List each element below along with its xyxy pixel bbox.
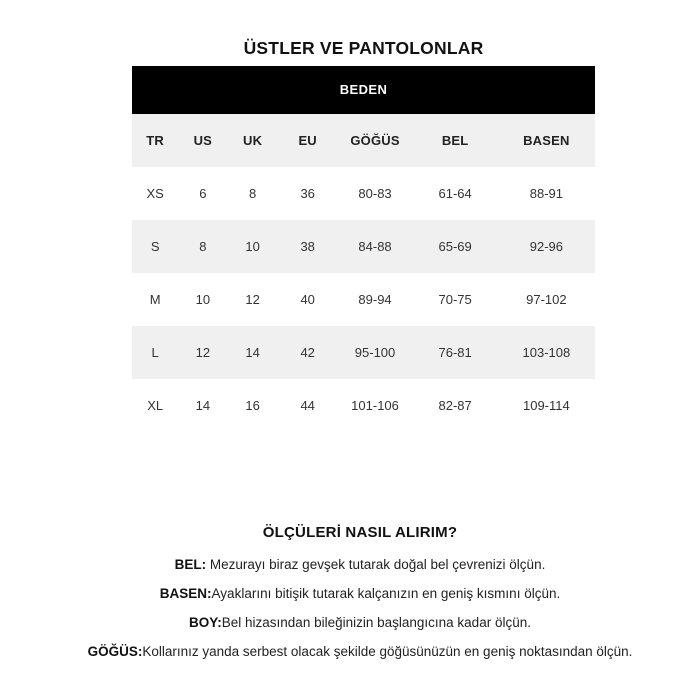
table-cell: 40: [300, 292, 315, 307]
guide-line-bel: [20, 556, 700, 574]
table-cell: 84-88: [338, 220, 413, 273]
guide-text: Ayaklarını bitişik tutarak kalçanızın en geniş kısmını ölçün.: [211, 586, 561, 601]
table-cell: M: [149, 292, 161, 307]
page-title: ÜSTLER VE PANTOLONLAR: [243, 38, 484, 58]
table-cell: 6: [199, 186, 207, 201]
table-cell: 42: [278, 326, 338, 379]
table-cell: 10: [195, 292, 211, 307]
table-cell: 109-114: [522, 398, 570, 413]
guide-label: BOY:: [189, 615, 222, 630]
table-cell: 65-69: [413, 220, 498, 273]
column-header-us: US: [178, 114, 227, 167]
column-header-uk: UK: [227, 114, 277, 167]
table-cell: 36: [300, 186, 315, 201]
table-cell: 14: [195, 398, 211, 413]
table-cell: 92-96: [498, 220, 595, 273]
table-row-xs: [132, 167, 595, 220]
table-cell: 12: [245, 292, 260, 307]
table-cell: 80-83: [358, 186, 392, 201]
size-table-caption: BEDEN: [132, 66, 595, 114]
table-header-row: [132, 114, 595, 167]
table-cell: 101-106: [351, 398, 399, 413]
guide-label: BASEN:: [159, 586, 212, 601]
table-cell: 14: [227, 326, 277, 379]
table-cell: S: [132, 220, 178, 273]
guide-label: BEL:: [174, 557, 207, 572]
guide-line-basen: [20, 585, 700, 603]
table-row-xl: [132, 379, 595, 432]
table-cell: 12: [178, 326, 227, 379]
guide-text: Mezurayı biraz gevşek tutarak doğal bel çevrenizi ölçün.: [206, 557, 546, 572]
table-cell: 8: [178, 220, 227, 273]
table-cell: 95-100: [338, 326, 413, 379]
guide-text: Bel hizasından bileğinizin başlangıcına kadar ölçün.: [221, 615, 531, 630]
column-header-basen: BASEN: [498, 114, 595, 167]
table-row-l: [132, 326, 595, 379]
guide-line-gogus: [20, 643, 700, 661]
table-cell: 97-102: [526, 292, 567, 307]
guide-text: Kollarınız yanda serbest olacak şekilde göğüsünüzün en geniş noktasından ölçün.: [142, 644, 633, 659]
measure-guide-section: [20, 524, 700, 672]
column-header-bel: BEL: [413, 114, 498, 167]
table-row-m: [132, 273, 595, 326]
table-cell: 61-64: [438, 186, 472, 201]
table-cell: 103-108: [498, 326, 595, 379]
table-cell: 38: [278, 220, 338, 273]
column-header-gogus: GÖĞÜS: [338, 114, 413, 167]
table-row-s: [132, 220, 595, 273]
table-cell: L: [132, 326, 178, 379]
table-cell: 88-91: [529, 186, 563, 201]
measure-guide-title: ÖLÇÜLERİ NASIL ALIRIM?: [262, 524, 458, 541]
size-table-section: [132, 66, 595, 432]
column-header-eu: EU: [278, 114, 338, 167]
table-cell: XS: [146, 186, 164, 201]
size-table: [132, 114, 595, 432]
column-header-tr: TR: [132, 114, 178, 167]
table-cell: XL: [147, 398, 164, 413]
guide-line-boy: [20, 614, 700, 632]
table-cell: 89-94: [358, 292, 392, 307]
guide-label: GÖĞÜS:: [87, 644, 143, 659]
table-cell: 8: [248, 186, 257, 201]
table-cell: 44: [300, 398, 315, 413]
table-cell: 70-75: [438, 292, 472, 307]
table-cell: 10: [227, 220, 277, 273]
table-cell: 16: [245, 398, 260, 413]
table-cell: 82-87: [438, 398, 472, 413]
table-cell: 76-81: [413, 326, 498, 379]
